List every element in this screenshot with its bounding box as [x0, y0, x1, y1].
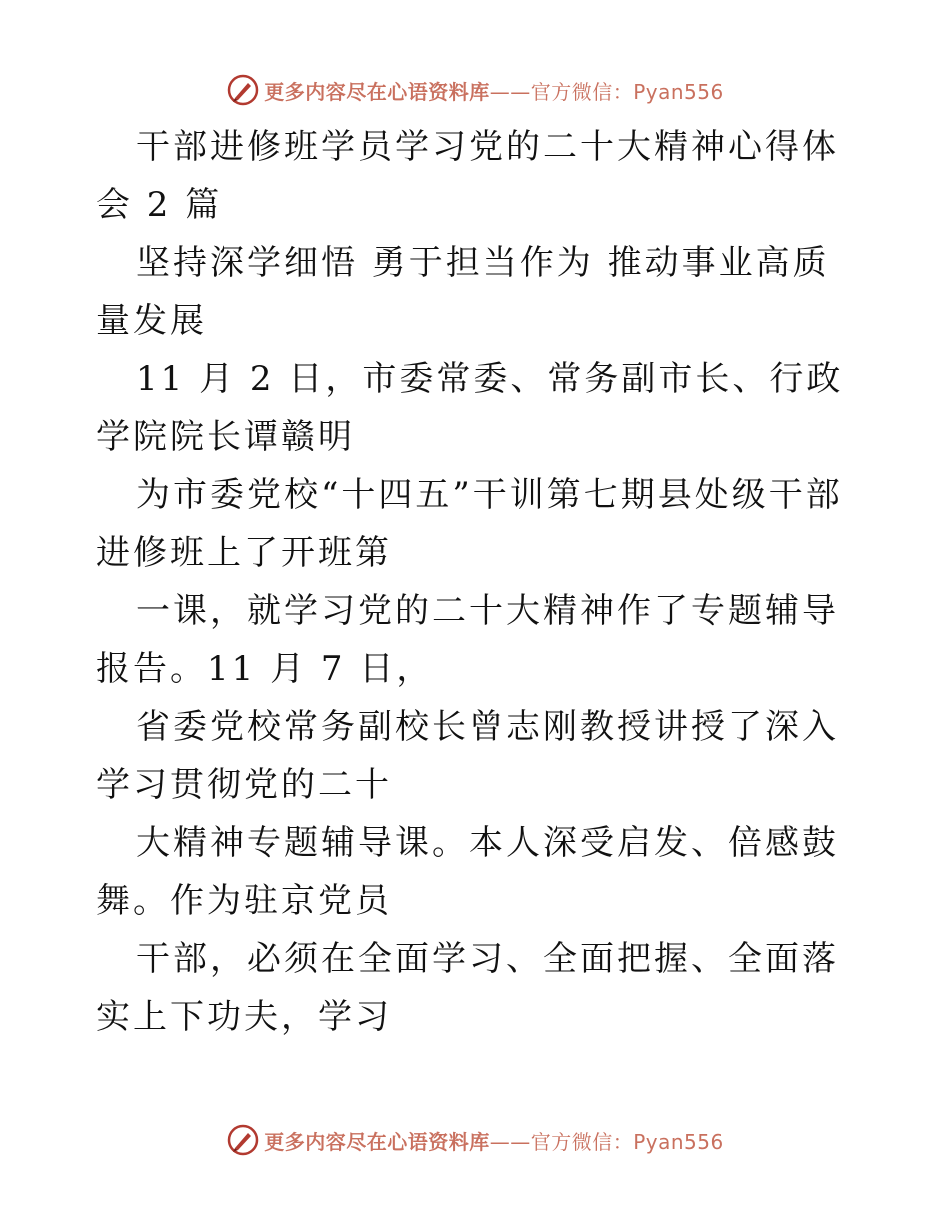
footer-wechat-text: 官方微信：Pyan556	[530, 1129, 724, 1154]
footer-site-text: 更多内容尽在心语资料库	[264, 1129, 490, 1154]
doc-paragraph: 11 月 2 日，市委常委、常务副市长、行政学院院长谭赣明	[96, 359, 844, 457]
doc-paragraph: 一课，就学习党的二十大精神作了专题辅导报告。11 月 7 日，	[96, 591, 839, 689]
footer-banner-text	[264, 1126, 724, 1155]
doc-paragraph: 省委党校常务副校长曾志刚教授讲授了深入学习贯彻党的二十	[96, 707, 839, 805]
document-body	[96, 118, 866, 1046]
header-banner	[0, 70, 950, 110]
header-dash: ——	[489, 79, 531, 104]
footer-banner	[0, 1120, 950, 1160]
header-site-text: 更多内容尽在心语资料库	[264, 79, 490, 104]
header-wechat-text: 官方微信：Pyan556	[530, 79, 724, 104]
footer-dash: ——	[489, 1129, 531, 1154]
doc-paragraph: 为市委党校“十四五”干训第七期县处级干部进修班上了开班第	[96, 475, 843, 573]
doc-paragraph: 干部，必须在全面学习、全面把握、全面落实上下功夫，学习	[96, 939, 839, 1037]
header-banner-text	[264, 76, 724, 105]
doc-paragraph: 大精神专题辅导课。本人深受启发、倍感鼓舞。作为驻京党员	[96, 823, 839, 921]
pen-logo-icon	[226, 73, 260, 107]
doc-title: 干部进修班学员学习党的二十大精神心得体会 2 篇	[96, 127, 839, 225]
doc-subtitle: 坚持深学细悟 勇于担当作为 推动事业高质量发展	[96, 243, 830, 341]
pen-logo-icon	[226, 1123, 260, 1157]
